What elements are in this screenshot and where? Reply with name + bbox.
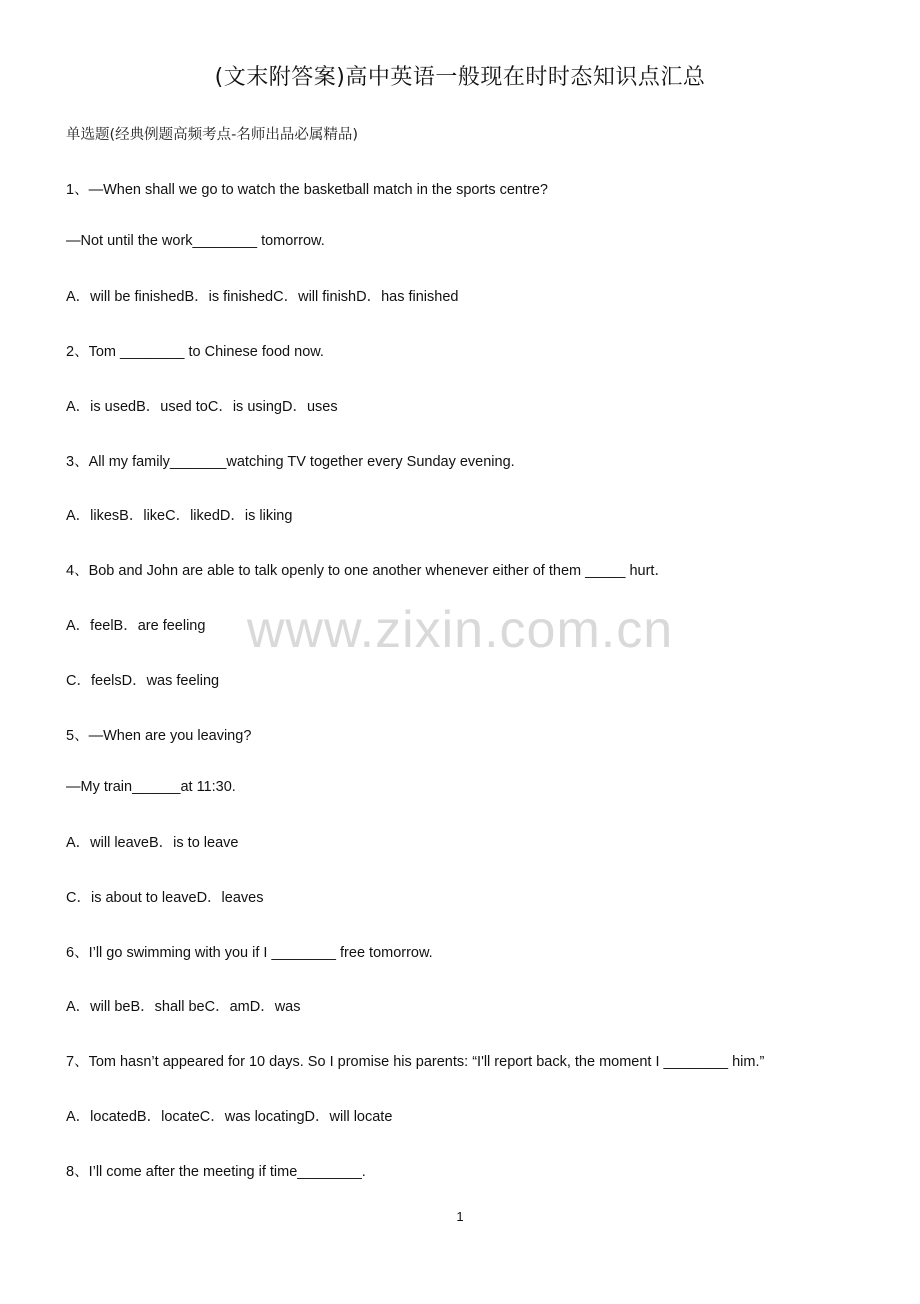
question-6-stem: 6、I’ll go swimming with you if I ________ free tomorrow. [66,945,433,961]
question-5-reply: —My train______at 11:30. [66,779,236,795]
question-5-options-cd: C．is about to leaveD．leaves [66,890,264,906]
question-1-options: A．will be finishedB．is finishedC．will finishD．has finished [66,289,459,305]
question-2-options: A．is usedB．used toC．is usingD．uses [66,399,338,415]
question-4-stem: 4、Bob and John are able to talk openly to one another whenever either of them _____ hurt． [66,563,669,579]
question-6-options: A．will beB．shall beC．amD．was [66,999,301,1015]
question-5-options-ab: A．will leaveB．is to leave [66,835,239,851]
question-2-stem: 2、Tom ________ to Chinese food now. [66,344,324,360]
question-8-stem: 8、I’ll come after the meeting if time________. [66,1164,366,1180]
question-4-options-cd: C．feelsD．was feeling [66,673,220,689]
question-1-stem: 1、—When shall we go to watch the basketball match in the sports centre? [66,182,548,198]
question-7-stem: 7、Tom hasn’t appeared for 10 days. So I promise his parents: “I'll report back, the moment I ________ him.” [66,1054,765,1070]
question-3-stem: 3、All my family_______watching TV together every Sunday evening. [66,454,515,470]
watermark: www.zixin.com.cn [246,601,674,659]
question-5-stem: 5、—When are you leaving? [66,728,252,744]
question-1-reply: —Not until the work________ tomorrow. [66,233,325,249]
question-7-options: A．locatedB．locateC．was locatingD．will locate [66,1109,393,1125]
page-number: 1 [456,1209,464,1224]
document-title: (文末附答案)高中英语一般现在时时态知识点汇总 [214,65,706,90]
section-heading: 单选题(经典例题高频考点-名师出品必属精品) [66,127,359,143]
question-3-options: A．likesB．likeC．likedD．is liking [66,508,293,524]
question-4-options-ab: A．feelB．are feeling [66,618,206,634]
